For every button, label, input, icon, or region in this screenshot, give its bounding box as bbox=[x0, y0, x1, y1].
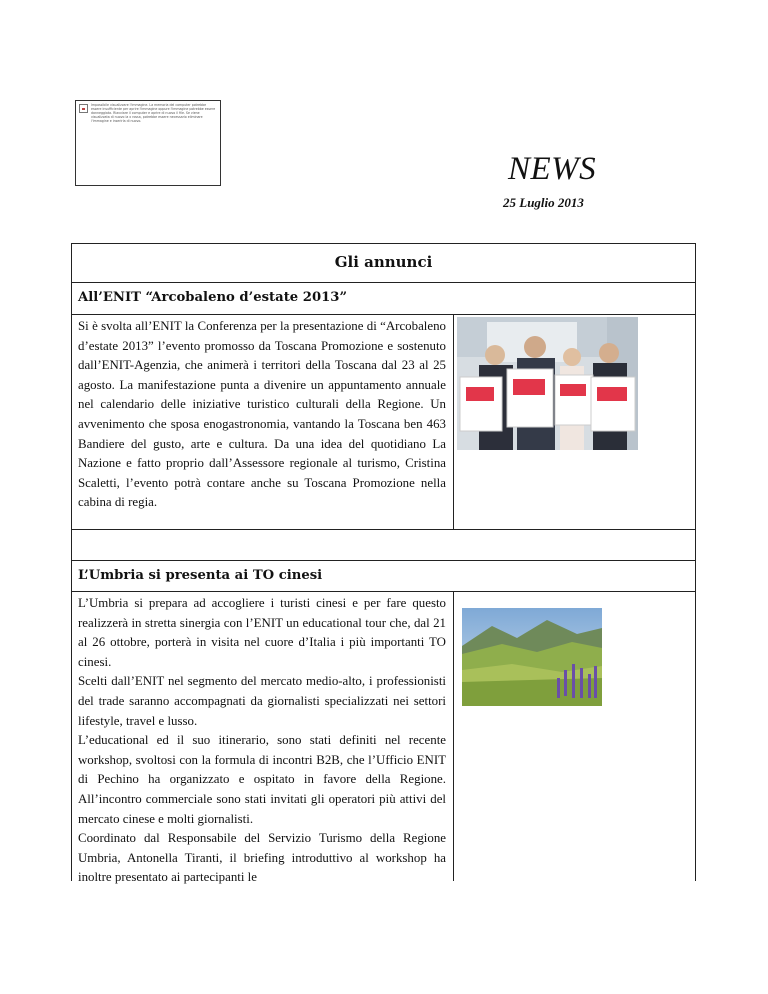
table-heading: Gli annunci bbox=[334, 253, 433, 271]
article-title-row bbox=[71, 560, 696, 592]
broken-image-icon bbox=[79, 104, 88, 113]
column-divider bbox=[453, 315, 454, 529]
image-error-text: Impossibile visualizzare l'immagine. La memoria del computer potrebbe essere insufficiente per aprire l'immagine oppure l'immagine potrebbe essere danneggiata. Riavviare il computer e aprire di nuovo il file. Se viene visualizzata di nuovo la x rossa, potrebbe essere necessario eliminare l'immagine e inserirla di nuovo. bbox=[91, 103, 216, 123]
article-paragraph: L’educational ed il suo itinerario, sono stati definiti nel recente workshop, svoltosi con la formula di incontri B2B, che l’Ufficio ENIT di Pechino ha organizzato e ospitato in favore della Regione. All’incontro commerciale sono stati invitati gli operatori più attivi del mercato cinese e molti giornalisti. bbox=[78, 733, 446, 826]
page-title: NEWS bbox=[508, 151, 597, 187]
article-paragraph: Coordinato dal Responsabile del Servizio Turismo della Regione Umbria, Antonella Tiranti, il briefing introduttivo al workshop ha inoltre presentato ai partecipanti le bbox=[78, 831, 446, 885]
article-text bbox=[78, 317, 446, 513]
logo-placeholder bbox=[75, 100, 221, 186]
article-body-row bbox=[71, 591, 696, 885]
press-conference-photo bbox=[457, 317, 638, 450]
article-paragraph: Si è svolta all’ENIT la Conferenza per la presentazione di “Arcobaleno d’estate 2013” l’evento promosso da Toscana Promozione e sostenuto dall’ENIT-Agenzia, che animerà i territori della Toscana dal 23 al 25 agosto. La manifestazione punta a divenire un appuntamento annuale nel calendario delle iniziative turistico culturali della Regione. Un avvenimento che sposa enogastronomia, vantando la Toscana ben 463 Bandiere del gusto, arte e cultura. Da una idea del quotidiano La Nazione e fatto proprio dall’Assessore regionale al turismo, Cristina Scaletti, l’evento potrà contare anche su Toscana Promozione nella cabina di regia. bbox=[78, 319, 446, 510]
article-title: All’ENIT “Arcobaleno d’estate 2013” bbox=[78, 290, 348, 305]
umbria-landscape-photo bbox=[462, 608, 602, 706]
article-title: L’Umbria si presenta ai TO cinesi bbox=[78, 568, 323, 583]
article-title-row bbox=[71, 282, 696, 315]
article-body-row bbox=[71, 314, 696, 530]
table-heading-row bbox=[71, 243, 696, 283]
article-paragraph: Scelti dall’ENIT nel segmento del mercato medio-alto, i professionisti del trade saranno accompagnati da giornalisti specializzati nei settori lifestyle, travel e lusso. bbox=[78, 674, 446, 728]
column-divider bbox=[453, 592, 454, 881]
article-paragraph: L’Umbria si prepara ad accogliere i turisti cinesi e per fare questo realizzerà in stretta sinergia con l’ENIT un educational tour che, dal 21 al 26 ottobre, porterà in visita nel cuore d’Italia i più importanti TO cinesi. bbox=[78, 596, 446, 669]
article-text bbox=[78, 594, 446, 888]
spacer-row bbox=[71, 529, 696, 561]
news-date: 25 Luglio 2013 bbox=[503, 195, 584, 210]
